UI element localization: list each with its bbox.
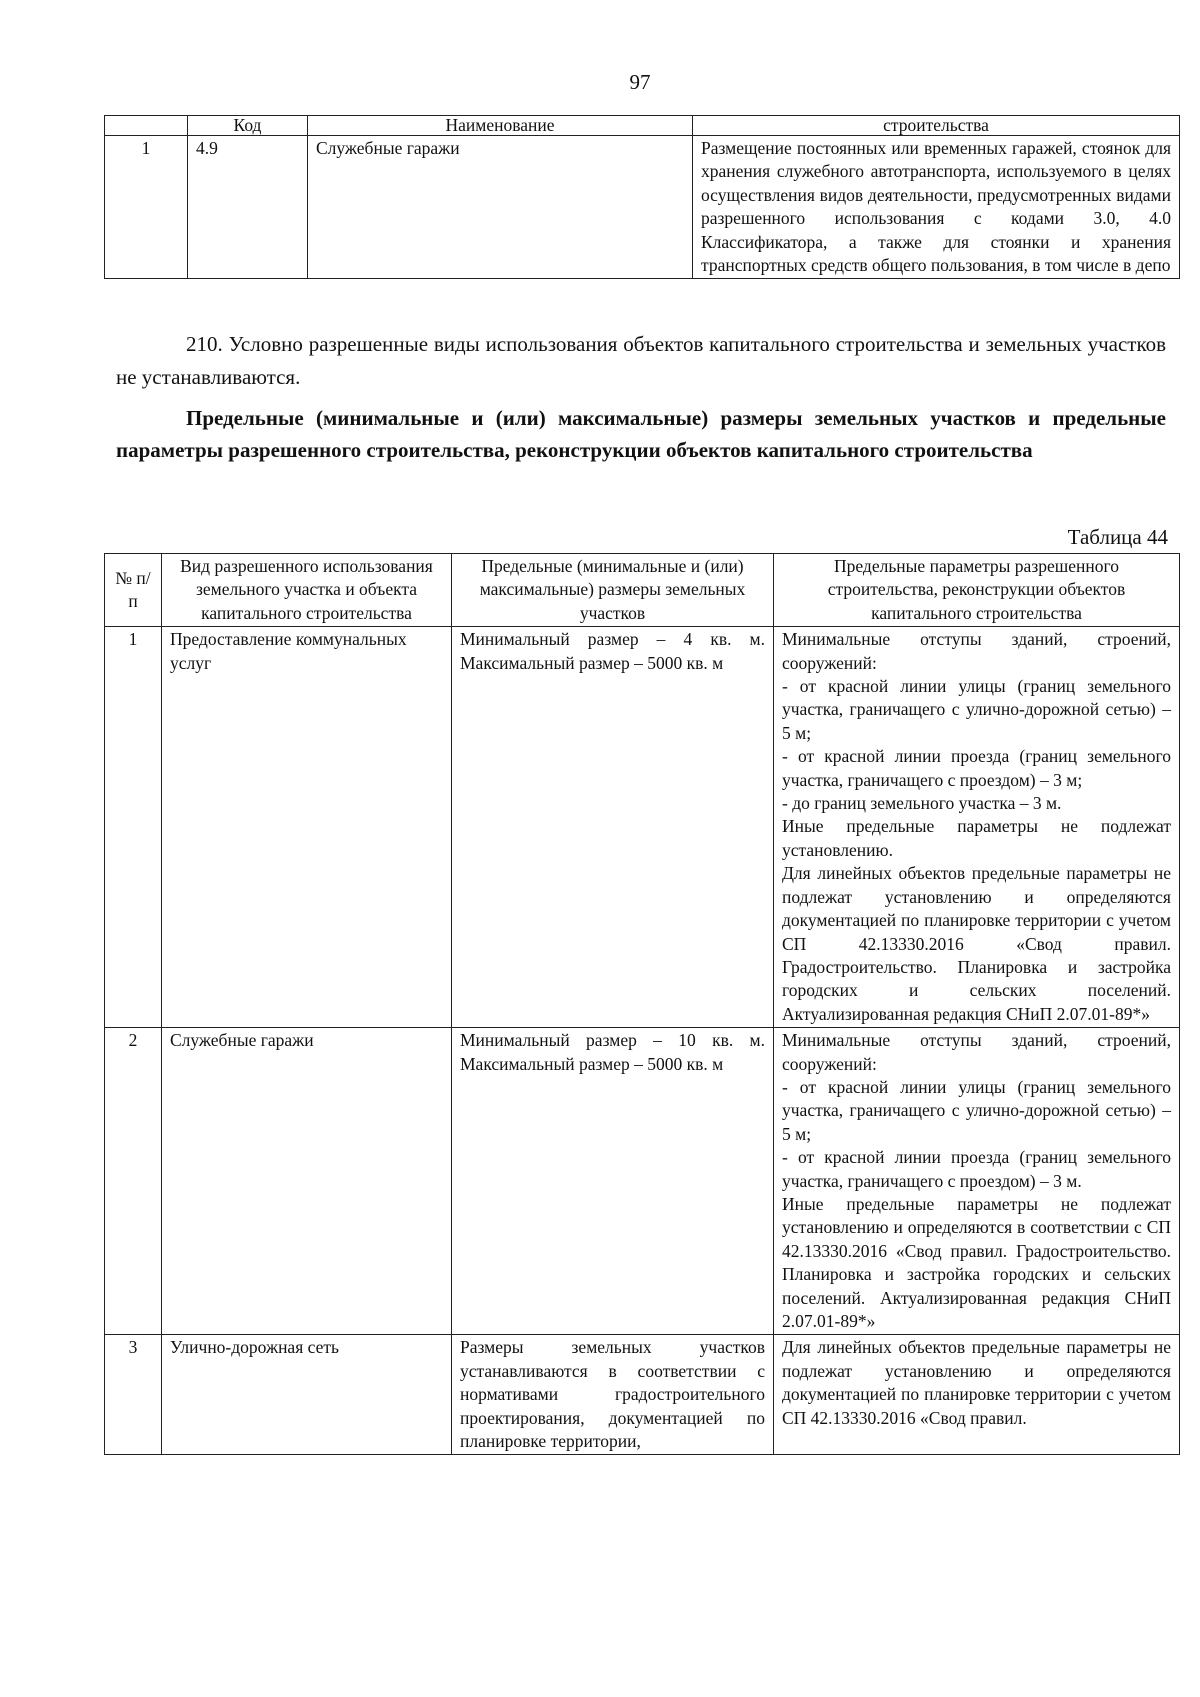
continuation-table-header [105, 116, 1180, 136]
param-line: - от красной линии улицы (границ земельного участка, граничащего с улично-дорожной сетью) – 5 м; [782, 1076, 1171, 1144]
row-use: Предоставление коммунальных услуг [162, 627, 452, 1028]
header-cell [105, 116, 188, 136]
table-row [105, 136, 1180, 279]
row-number: 2 [105, 1028, 162, 1335]
param-line: Минимальные отступы зданий, строений, сооружений: [782, 629, 1171, 673]
limits-table-header [105, 554, 1180, 627]
row-params [774, 627, 1180, 1028]
param-line: - от красной линии проезда (границ земельного участка, граничащего с проездом) – 3 м. [782, 1147, 1171, 1191]
param-line: Иные предельные параметры не подлежат установлению. [782, 816, 1171, 860]
page-number: 97 [629, 70, 651, 94]
header-num: № п/п [105, 554, 162, 627]
param-line: Иные предельные параметры не подлежат установлению и определяются в соответствии с СП 42.13330.2016 «Свод правил. Градостроительство. Планировка и застройка городских и сельских поселений. Актуализированная редакция СНиП 2.07.01-89*» [782, 1193, 1171, 1331]
param-line: Минимальные отступы зданий, строений, сооружений: [782, 1030, 1171, 1074]
header-size: Предельные (минимальные и (или) максимальные) размеры земельных участков [452, 554, 774, 627]
row-size: Минимальный размер – 4 кв. м. Максимальный размер – 5000 кв. м [452, 627, 774, 1028]
row-number: 1 [105, 627, 162, 1028]
paragraph-210: 210. Условно разрешенные виды использования объектов капитального строительства и земельных участков не устанавливаются. [116, 332, 1166, 389]
row-size: Размеры земельных участков устанавливаются в соответствии с нормативами градостроительного проектирования, документацией по планировке территории, [452, 1335, 774, 1455]
param-line: Для линейных объектов предельные параметры не подлежат установлению и определяются документацией по планировке территории с учетом СП 42.13330.2016 «Свод правил. [782, 1337, 1171, 1428]
header-use: Вид разрешенного использования земельного участка и объекта капитального строительства [162, 554, 452, 627]
row-name: Служебные гаражи [308, 136, 693, 279]
param-line: - до границ земельного участка – 3 м. [782, 793, 1062, 814]
table-row [105, 1028, 1180, 1335]
continuation-table [104, 115, 1180, 279]
row-description: Размещение постоянных или временных гаражей, стоянок для хранения служебного автотранспорта, используемого в целях осуществления видов деятельности, предусмотренных видами разрешенного использования с кодами 3.0, 4.0 Классификатора, а также для стоянки и хранения транспортных средств общего пользования, в том числе в депо [693, 136, 1180, 279]
row-number: 3 [105, 1335, 162, 1455]
param-line: Для линейных объектов предельные параметры не подлежат установлению и определяются документацией по планировке территории с учетом СП 42.13330.2016 «Свод правил. Градостроительство. Планировка и застройка городских и сельских поселений. Актуализированная редакция СНиП 2.07.01-89*» [782, 863, 1171, 1024]
limits-table [104, 553, 1180, 1455]
row-code: 4.9 [188, 136, 308, 279]
header-cell-code: Код [188, 116, 308, 136]
row-size: Минимальный размер – 10 кв. м. Максимальный размер – 5000 кв. м [452, 1028, 774, 1335]
row-params [774, 1028, 1180, 1335]
row-number: 1 [105, 136, 188, 279]
param-line: - от красной линии проезда (границ земельного участка, граничащего с проездом) – 3 м; [782, 746, 1171, 790]
table-row [105, 627, 1180, 1028]
table-caption: Таблица 44 [1067, 525, 1168, 549]
row-use: Служебные гаражи [162, 1028, 452, 1335]
row-params [774, 1335, 1180, 1455]
row-use: Улично-дорожная сеть [162, 1335, 452, 1455]
header-cell-name: Наименование [308, 116, 693, 136]
header-cell-description: строительства [693, 116, 1180, 136]
section-heading: Предельные (минимальные и (или) максимальные) размеры земельных участков и предельные параметры разрешенного строительства, реконструкции объектов капитального строительства [116, 406, 1166, 462]
table-row [105, 1335, 1180, 1455]
param-line: - от красной линии улицы (границ земельного участка, граничащего с улично-дорожной сетью) – 5 м; [782, 676, 1171, 743]
header-params: Предельные параметры разрешенного строительства, реконструкции объектов капитального строительства [774, 554, 1180, 627]
